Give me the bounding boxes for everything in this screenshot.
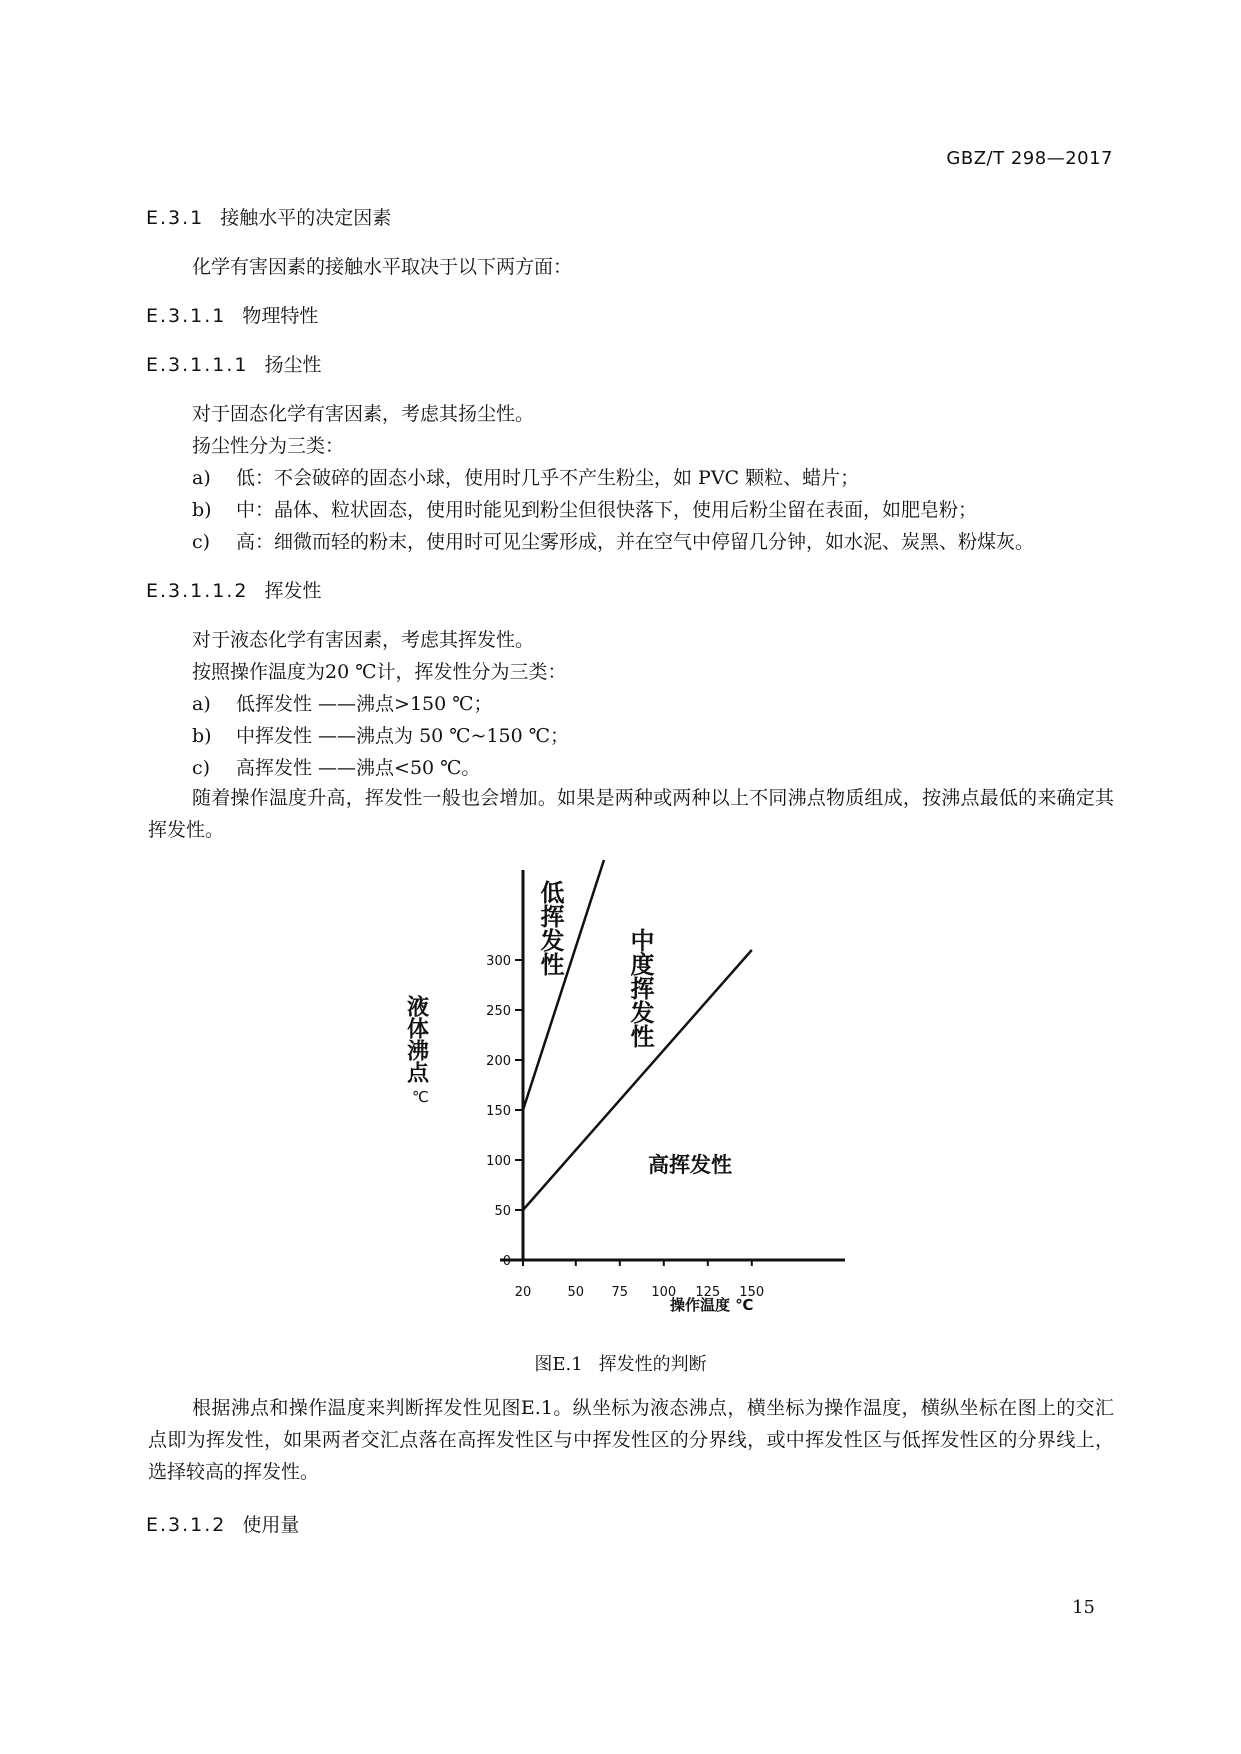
list-item: [192, 753, 480, 780]
paragraph-intro: 化学有害因素的接触水平取决于以下两方面：: [192, 256, 573, 278]
paragraph-explain: 根据沸点和操作温度来判断挥发性见图E.1。纵坐标为液态沸点，横坐标为操作温度，横纵坐标在图上的交汇点即为挥发性，如果两者交汇点落在高挥发性区与中挥发性区的分界线，或中挥发性区与低挥发性区的分界线上，选择较高的挥发性。: [148, 1397, 1114, 1483]
paragraph-dust-2: 扬尘性分为三类：: [192, 435, 345, 457]
region-label-high: 高挥发性: [648, 1153, 732, 1177]
region-label-low: 低挥发性: [536, 880, 564, 976]
list-item: [192, 527, 1034, 554]
list-item: [192, 495, 977, 522]
page-number: 15: [1072, 1597, 1095, 1618]
figure-number: 图E.1: [534, 1354, 583, 1375]
y-tick-label: 50: [494, 1204, 511, 1219]
paragraph-dust-1: 对于固态化学有害因素，考虑其扬尘性。: [192, 403, 535, 425]
x-tick-label: 125: [695, 1285, 721, 1300]
heading-title: 扬尘性: [264, 354, 322, 376]
figure-caption: [0, 1350, 1241, 1376]
list-item-label: b): [192, 499, 212, 521]
list-item-label: a): [192, 693, 211, 715]
list-item-label: a): [192, 467, 211, 489]
list-item: [192, 463, 859, 490]
list-item-label: b): [192, 725, 212, 747]
y-tick-label: 300: [486, 954, 511, 969]
list-item-text: 中挥发性 ——沸点为 50 ℃~150 ℃；: [236, 725, 570, 747]
x-tick-label: 100: [651, 1285, 677, 1300]
x-tick-label: 75: [611, 1285, 629, 1300]
heading-e311: [146, 301, 318, 328]
x-axis-label: 操作温度 ℃: [670, 1296, 754, 1314]
x-tick-label: 20: [514, 1285, 532, 1300]
heading-title: 挥发性: [264, 580, 322, 602]
heading-number: E.3.1: [146, 207, 205, 229]
heading-e31: [146, 203, 391, 230]
list-item-text: 低：不会破碎的固态小球，使用时几乎不产生粉尘，如 PVC 颗粒、蜡片；: [236, 467, 860, 489]
list-item: [192, 721, 569, 748]
heading-number: E.3.1.1.1: [146, 354, 249, 376]
list-item-text: 低挥发性 ——沸点>150 ℃；: [236, 693, 493, 715]
paragraph-volatility-2: 按照操作温度为20 ℃计，挥发性分为三类：: [192, 661, 567, 683]
y-tick-label: 100: [486, 1154, 511, 1169]
y-ticks: [486, 954, 523, 1269]
y-axis-label: 液体沸点: [403, 995, 429, 1083]
list-item-text: 中：晶体、粒状固态，使用时能见到粉尘但很快落下，使用后粉尘留在表面，如肥皂粉；: [236, 499, 978, 521]
heading-e312: [146, 1510, 299, 1537]
heading-title: 接触水平的决定因素: [220, 207, 392, 229]
paragraph-volatility-1: 对于液态化学有害因素，考虑其挥发性。: [192, 629, 535, 651]
heading-e3111: [146, 350, 322, 377]
y-tick-label: 250: [486, 1004, 511, 1019]
standard-number: GBZ/T 298—2017: [946, 148, 1113, 169]
heading-title: 物理特性: [242, 305, 319, 327]
x-tick-label: 150: [739, 1285, 765, 1300]
y-tick-label: 150: [486, 1104, 511, 1119]
list-item: [192, 689, 493, 716]
y-tick-label: 0: [502, 1254, 511, 1269]
volatility-chart: [400, 850, 860, 1335]
x-tick-label: 50: [567, 1285, 585, 1300]
region-label-mid: 中度挥发性: [626, 928, 654, 1048]
figure-title: 挥发性的判断: [598, 1354, 707, 1375]
heading-number: E.3.1.1: [146, 305, 227, 327]
list-item-text: 高挥发性 ——沸点<50 ℃。: [236, 757, 481, 779]
list-item-text: 高：细微而轻的粉末，使用时可见尘雾形成，并在空气中停留几分钟，如水泥、炭黑、粉煤灰。: [236, 531, 1035, 553]
list-item-label: c): [192, 531, 211, 553]
heading-title: 使用量: [242, 1514, 300, 1536]
x-ticks: [515, 1260, 764, 1300]
list-item-label: c): [192, 757, 211, 779]
heading-number: E.3.1.1.2: [146, 580, 249, 602]
paragraph-volatility-3: 随着操作温度升高，挥发性一般也会增加。如果是两种或两种以上不同沸点物质组成，按沸点最低的来确定其挥发性。: [148, 787, 1114, 841]
y-axis-unit: ℃: [412, 1088, 429, 1106]
heading-number: E.3.1.2: [146, 1514, 227, 1536]
y-tick-label: 200: [486, 1054, 511, 1069]
heading-e3112: [146, 576, 322, 603]
